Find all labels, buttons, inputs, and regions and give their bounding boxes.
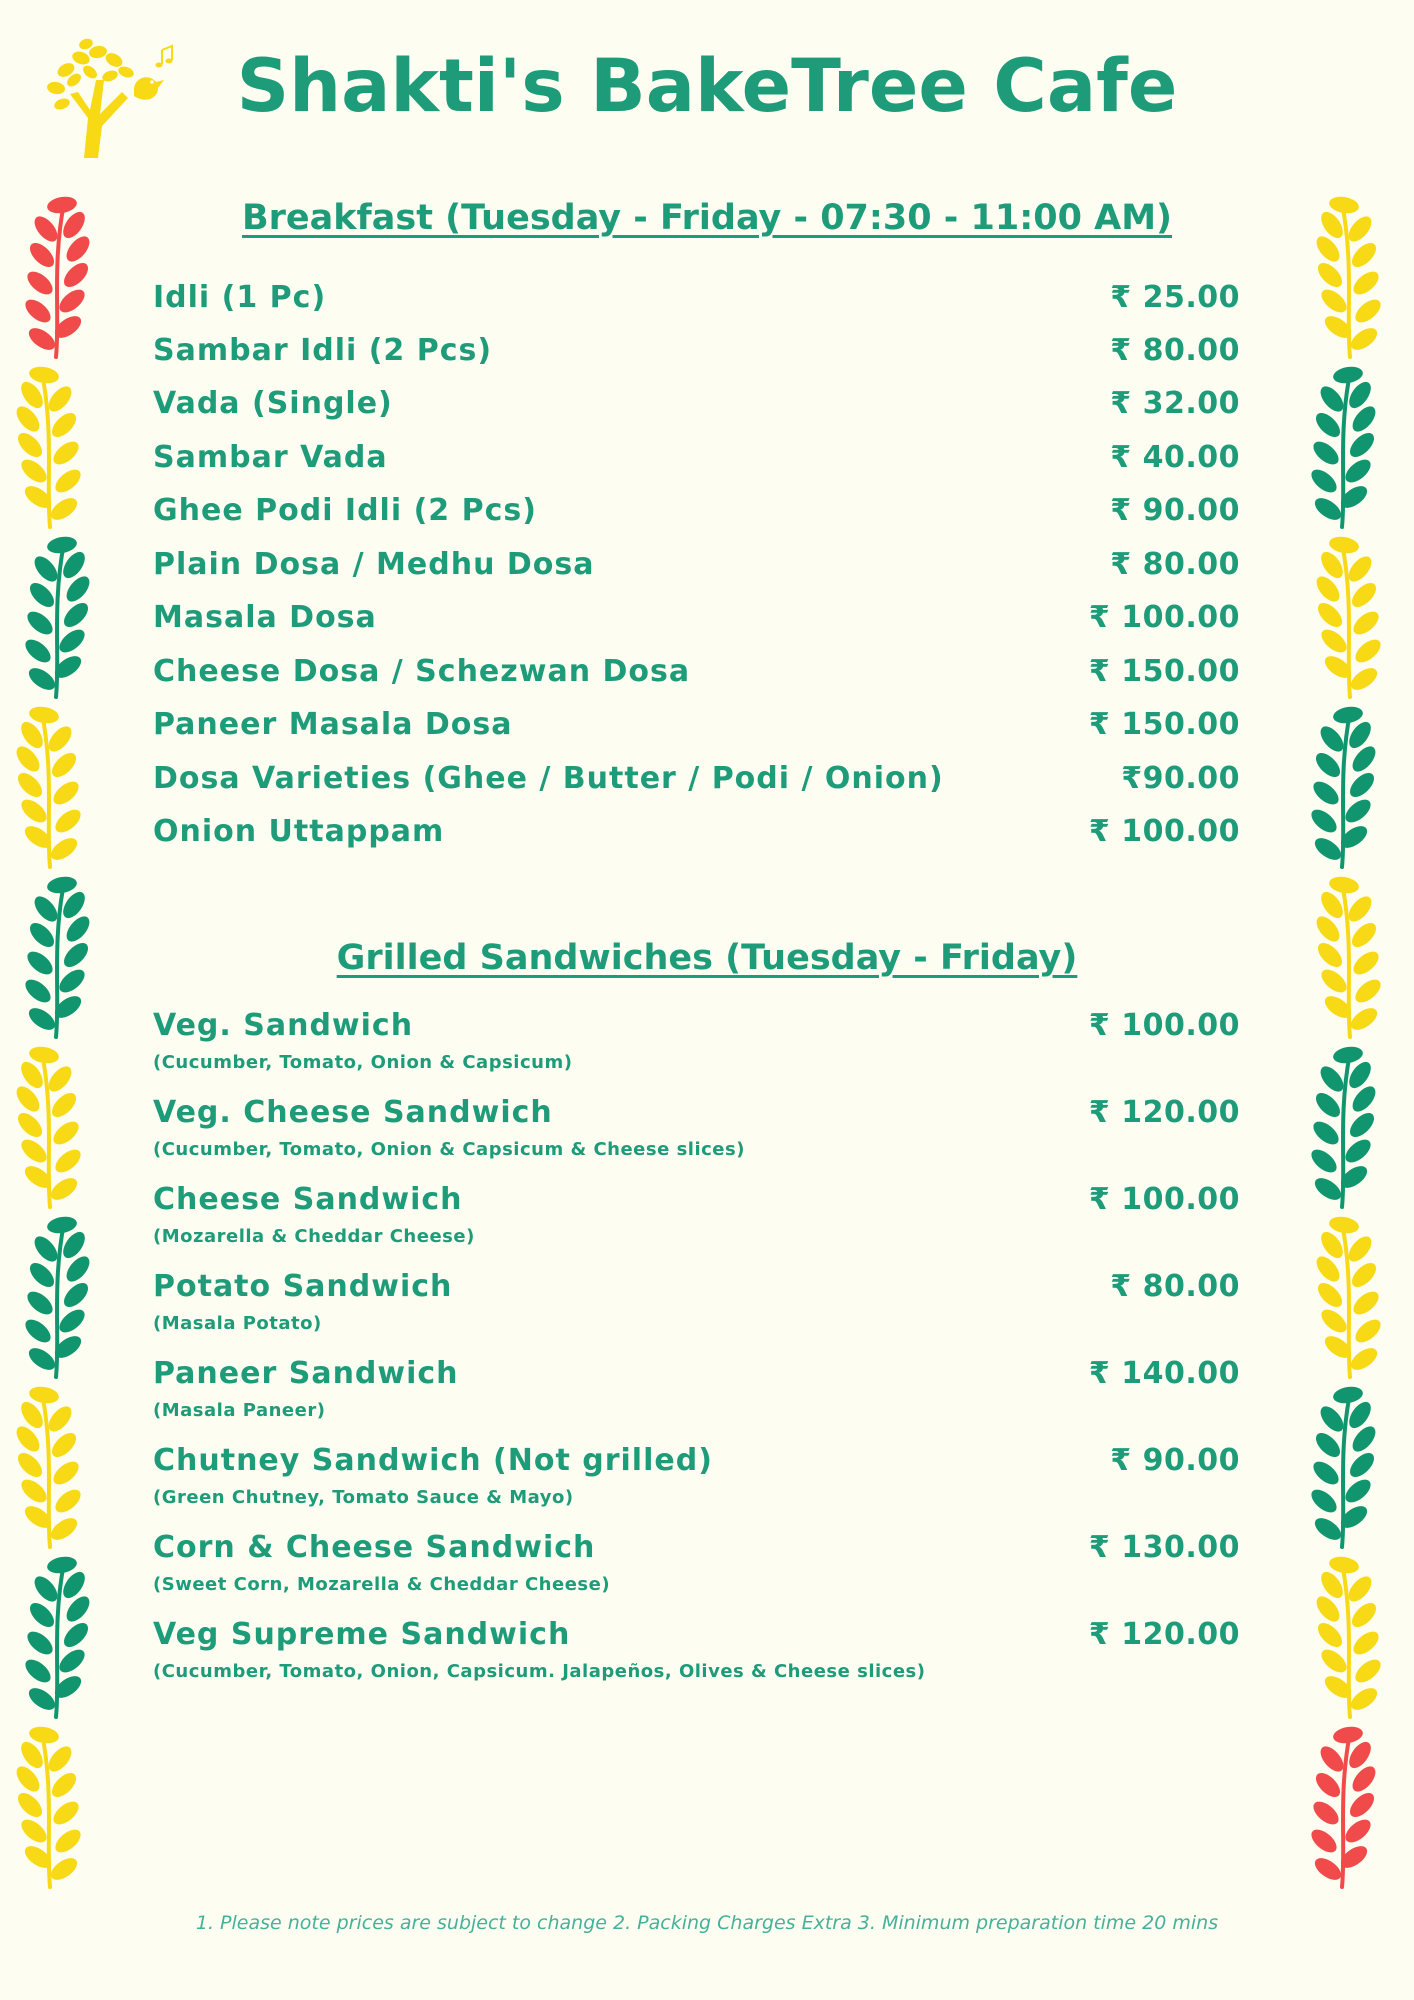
item-name: Chutney Sandwich (Not grilled) [153, 1443, 713, 1478]
item-description: (Masala Paneer) [153, 1400, 326, 1421]
item-price: ₹ 100.00 [1088, 600, 1240, 635]
leaf-branch-icon-yellow [1304, 1555, 1394, 1720]
item-name: Paneer Sandwich [153, 1356, 459, 1391]
sandwiches-heading: Grilled Sandwiches (Tuesday - Friday) [336, 938, 1078, 978]
item-name: Ghee Podi Idli (2 Pcs) [153, 493, 537, 528]
item-price: ₹ 120.00 [1088, 1617, 1240, 1652]
item-price: ₹ 40.00 [1110, 440, 1240, 475]
leaf-branch-icon-green [1298, 1045, 1388, 1210]
item-price: ₹ 120.00 [1088, 1095, 1240, 1130]
item-name: Sambar Idli (2 Pcs) [153, 333, 493, 368]
leaf-branch-icon-yellow [1304, 1215, 1394, 1380]
item-price: ₹ 32.00 [1110, 386, 1240, 421]
item-name: Paneer Masala Dosa [153, 707, 513, 742]
item-name: Dosa Varieties (Ghee / Butter / Podi / Onion) [153, 761, 944, 796]
item-description: (Mozarella & Cheddar Cheese) [153, 1226, 475, 1247]
leaf-branch-icon-yellow [1304, 875, 1394, 1040]
leaf-branch-icon-yellow [1304, 535, 1394, 700]
leaf-branch-icon-green [12, 535, 102, 700]
item-name: Potato Sandwich [153, 1269, 453, 1304]
item-description: (Green Chutney, Tomato Sauce & Mayo) [153, 1487, 574, 1508]
leaf-branch-icon-green [1298, 1385, 1388, 1550]
item-price: ₹ 150.00 [1088, 707, 1240, 742]
item-name: Onion Uttappam [153, 814, 445, 849]
leaf-branch-icon-green [12, 1215, 102, 1380]
leaf-branch-icon-yellow [4, 705, 94, 870]
item-name: Cheese Sandwich [153, 1182, 463, 1217]
leaf-branch-icon-yellow [1304, 195, 1394, 360]
leaf-branch-icon-green [1298, 365, 1388, 530]
item-price: ₹ 80.00 [1110, 1269, 1240, 1304]
item-name: Veg. Sandwich [153, 1008, 414, 1043]
leaf-branch-icon-red [12, 195, 102, 360]
page-title: Shakti's BakeTree Cafe [236, 44, 1178, 129]
item-price: ₹ 90.00 [1110, 493, 1240, 528]
item-name: Cheese Dosa / Schezwan Dosa [153, 654, 691, 689]
leaf-branch-icon-red [1298, 1725, 1388, 1890]
item-price: ₹ 130.00 [1088, 1530, 1240, 1565]
item-name: Veg. Cheese Sandwich [153, 1095, 553, 1130]
leaf-branch-icon-green [1298, 705, 1388, 870]
item-name: Corn & Cheese Sandwich [153, 1530, 596, 1565]
item-description: (Cucumber, Tomato, Onion, Capsicum. Jalapeños, Olives & Cheese slices) [153, 1661, 926, 1682]
item-name: Vada (Single) [153, 386, 393, 421]
item-price: ₹ 80.00 [1110, 333, 1240, 368]
item-price: ₹ 150.00 [1088, 654, 1240, 689]
item-description: (Masala Potato) [153, 1313, 322, 1334]
item-name: Masala Dosa [153, 600, 377, 635]
item-price: ₹ 90.00 [1110, 1443, 1240, 1478]
footer-note: 1. Please note prices are subject to change 2. Packing Charges Extra 3. Minimum preparation time 20 mins [195, 1912, 1219, 1934]
breakfast-heading: Breakfast (Tuesday - Friday - 07:30 - 11:00 AM) [241, 198, 1173, 238]
item-price: ₹90.00 [1121, 761, 1240, 796]
item-name: Sambar Vada [153, 440, 388, 475]
item-price: ₹ 80.00 [1110, 547, 1240, 582]
item-description: (Sweet Corn, Mozarella & Cheddar Cheese) [153, 1574, 611, 1595]
item-price: ₹ 100.00 [1088, 1008, 1240, 1043]
item-name: Idli (1 Pc) [153, 280, 327, 315]
item-name: Plain Dosa / Medhu Dosa [153, 547, 595, 582]
leaf-branch-icon-yellow [4, 1385, 94, 1550]
item-price: ₹ 100.00 [1088, 1182, 1240, 1217]
leaf-branch-icon-yellow [4, 365, 94, 530]
leaf-branch-icon-green [12, 875, 102, 1040]
item-description: (Cucumber, Tomato, Onion & Capsicum & Cheese slices) [153, 1139, 745, 1160]
leaf-branch-icon-yellow [4, 1045, 94, 1210]
item-price: ₹ 100.00 [1088, 814, 1240, 849]
item-price: ₹ 25.00 [1110, 280, 1240, 315]
item-name: Veg Supreme Sandwich [153, 1617, 571, 1652]
item-price: ₹ 140.00 [1088, 1356, 1240, 1391]
leaf-branch-icon-yellow [4, 1725, 94, 1890]
leaf-branch-icon-green [12, 1555, 102, 1720]
item-description: (Cucumber, Tomato, Onion & Capsicum) [153, 1052, 573, 1073]
